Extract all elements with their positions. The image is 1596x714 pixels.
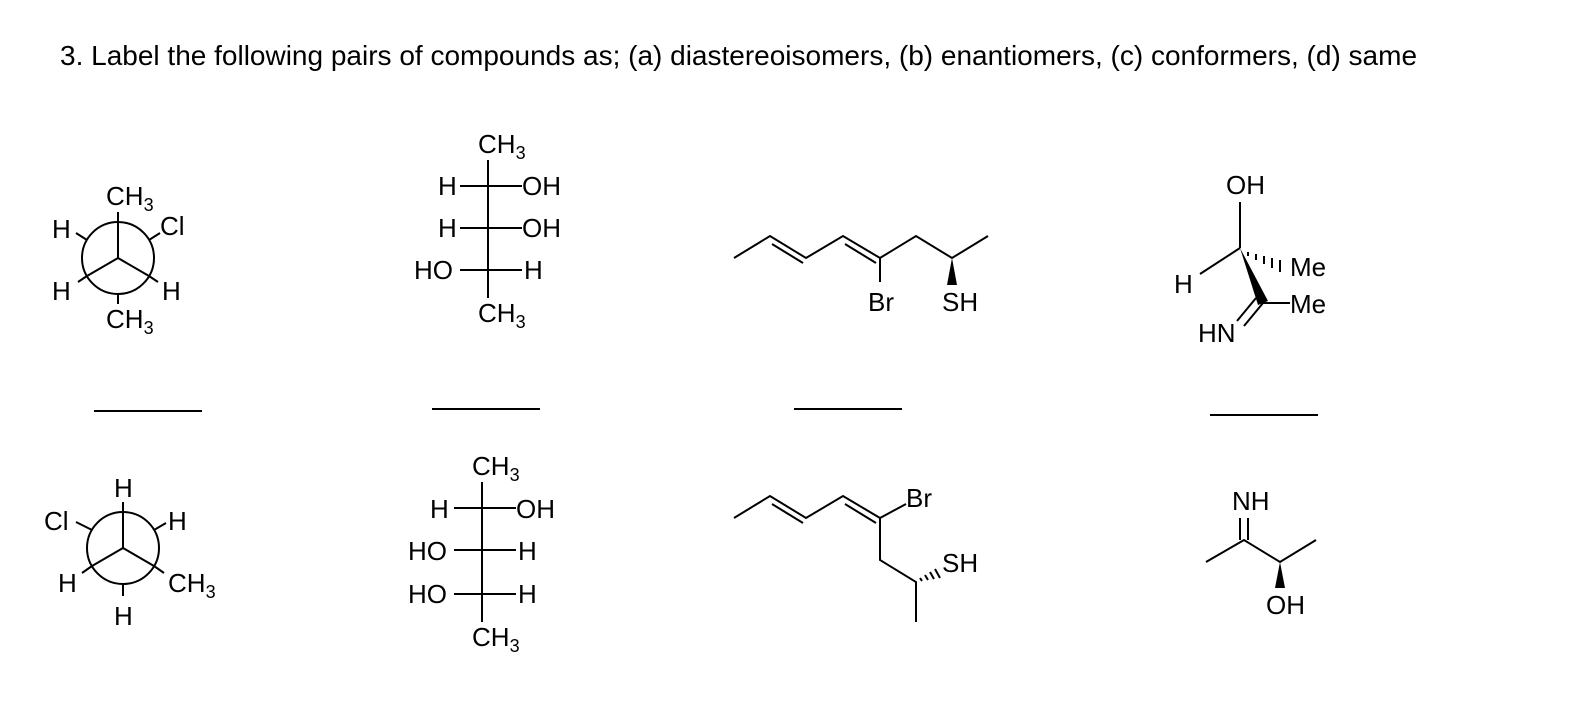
skeletal-structure-top: [734, 236, 988, 317]
methyl-label: Me: [1290, 252, 1327, 282]
bromine-label: Br: [868, 287, 894, 317]
fischer-projection-top: [414, 129, 561, 332]
hydrogen-label: H: [52, 276, 71, 306]
fischer-projection-bottom: [408, 451, 555, 656]
hydrogen-label: H: [438, 171, 457, 201]
thiol-label: SH: [942, 287, 979, 317]
hydrogen-label: H: [518, 579, 537, 609]
methyl-label: $CH_3$: [168, 568, 216, 602]
hydroxyl-label: OH: [516, 494, 555, 524]
hydrogen-label: H: [518, 536, 537, 566]
chlorine-label: Cl: [160, 211, 185, 241]
chlorine-label: Cl: [44, 506, 69, 536]
wedge-structure-top: [1174, 170, 1326, 348]
methyl-label: $CH_3$: [478, 298, 526, 332]
imine-label: NH: [1232, 486, 1270, 516]
hydrogen-label: H: [168, 506, 187, 536]
methyl-label: $CH_3$: [472, 622, 520, 656]
skeletal-structure-bottom: [734, 483, 978, 622]
hydroxyl-label: OH: [1266, 590, 1305, 620]
hydrogen-label: H: [52, 214, 71, 244]
newman-projection-bottom: [44, 473, 216, 631]
methyl-label: $CH_3$: [106, 181, 154, 215]
methyl-label: $CH_3$: [478, 129, 526, 163]
hydroxyl-label: HO: [414, 255, 453, 285]
hydroxyl-label: OH: [522, 213, 561, 243]
methyl-label: $CH_3$: [472, 451, 520, 485]
wedge-bond: [947, 258, 957, 285]
hydrogen-label: H: [162, 276, 181, 306]
question-text: 3. Label the following pairs of compounds as; (a) diastereoisomers, (b) enantiomers, (c) conformers, (d) same: [60, 40, 1418, 71]
methyl-label: Me: [1290, 289, 1327, 319]
hydroxyl-label: HO: [408, 536, 447, 566]
bromine-label: Br: [906, 483, 932, 513]
hydrogen-label: H: [438, 213, 457, 243]
hydrogen-label: H: [114, 601, 133, 631]
hydroxyl-label: OH: [1226, 170, 1265, 200]
thiol-label: SH: [942, 548, 979, 578]
hydrogen-label: H: [524, 255, 543, 285]
hydroxyl-label: HO: [408, 579, 447, 609]
methyl-label: $CH_3$: [106, 304, 154, 338]
wedge-bond: [1275, 562, 1285, 588]
hydroxyl-label: OH: [522, 171, 561, 201]
hydrogen-label: H: [114, 473, 133, 503]
newman-projection-top: [52, 181, 185, 338]
hydrogen-label: H: [430, 494, 449, 524]
skeletal-structure-bottom-right: [1206, 486, 1316, 620]
hydrogen-label: H: [58, 568, 77, 598]
imine-label: HN: [1198, 318, 1236, 348]
hydrogen-label: H: [1174, 269, 1193, 299]
